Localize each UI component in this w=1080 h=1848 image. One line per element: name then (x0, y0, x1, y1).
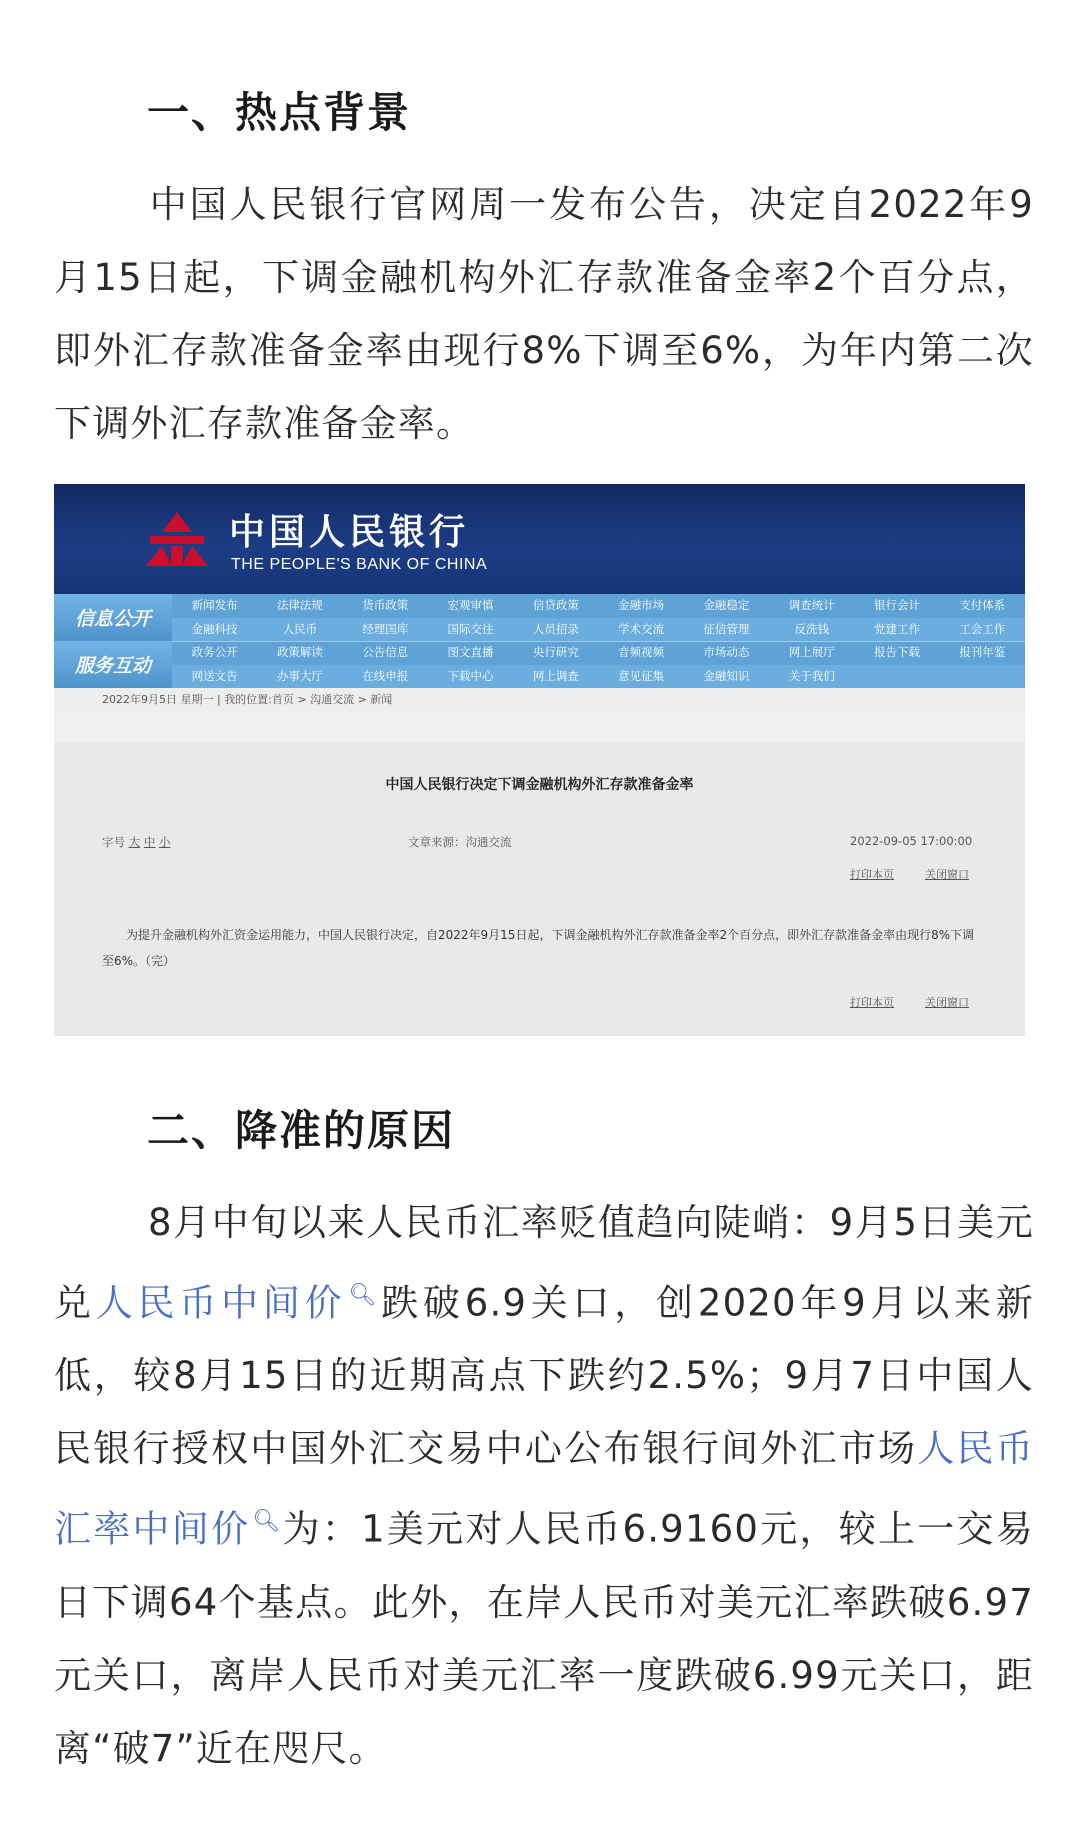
nav-link[interactable]: 网上展厅 (788, 645, 835, 659)
nav-link[interactable]: 反洗钱 (794, 621, 829, 636)
nav-link[interactable]: 金融市场 (618, 598, 665, 612)
nav-link[interactable]: 法律法规 (276, 598, 323, 612)
nav-link[interactable]: 征信管理 (703, 621, 750, 636)
nav-link[interactable]: 图文直播 (447, 645, 494, 659)
section-2-paragraph (54, 1186, 1034, 1785)
font-size-control (102, 834, 170, 850)
site-navigation (54, 594, 1025, 688)
nav-link[interactable]: 国际交往 (447, 621, 494, 636)
nav-row (172, 641, 1025, 666)
article-datetime: 2022-09-05 17:00:00 (850, 834, 973, 848)
nav-link[interactable]: 人民币 (282, 621, 318, 636)
nav-link[interactable]: 学术交流 (618, 621, 665, 636)
bank-name-cn: 中国人民银行 (229, 511, 470, 553)
site-banner (54, 484, 1025, 594)
paragraph-text: 8月中旬以来人民币汇率贬值趋向陡峭：9月5日美元兑 (54, 1201, 1034, 1325)
nav-link[interactable]: 宏观审慎 (447, 598, 494, 612)
nav-link[interactable]: 金融知识 (703, 668, 750, 683)
nav-link[interactable]: 信贷政策 (532, 598, 579, 612)
nav-row (172, 594, 1025, 619)
article-source: 文章来源：沟通交流 (408, 835, 512, 849)
nav-link[interactable]: 银行会计 (874, 598, 921, 612)
nav-link[interactable]: 央行研究 (532, 645, 579, 659)
section-heading-2: 二、降准的原因 (147, 1106, 456, 1155)
nav-link[interactable]: 公告信息 (362, 645, 409, 659)
nav-link[interactable]: 新闻发布 (191, 598, 238, 612)
nav-link[interactable]: 调查统计 (788, 598, 835, 612)
nav-link[interactable]: 支付体系 (959, 598, 1006, 612)
nav-link[interactable]: 网上调查 (532, 668, 579, 683)
nav-link[interactable]: 在线申报 (362, 668, 409, 683)
nav-link[interactable]: 网送文告 (191, 668, 238, 683)
search-icon[interactable]: 🔍︎ (348, 1283, 382, 1308)
nav-link[interactable]: 货币政策 (362, 598, 409, 612)
nav-link[interactable]: 金融科技 (191, 621, 238, 636)
nav-link[interactable]: 政策解读 (276, 645, 323, 659)
paragraph-text: 中国人民银行官网周一发布公告，决定自2022年9月15日起，下调金融机构外汇存款准备金率2个百分点，即外汇存款准备金率由现行8%下调至6%，为年内第二次下调外汇存款准备金率。 (54, 183, 1034, 445)
nav-link[interactable]: 党建工作 (874, 621, 921, 636)
section-1-paragraph (54, 168, 1034, 460)
nav-link[interactable]: 音频视频 (618, 645, 665, 659)
nav-link[interactable]: 金融稳定 (703, 598, 750, 612)
pboc-logo-icon (142, 510, 212, 568)
nav-link[interactable]: 市场动态 (703, 645, 750, 659)
nav-link[interactable]: 经理国库 (362, 621, 409, 636)
nav-link[interactable]: 报告下载 (874, 645, 921, 659)
nav-link[interactable]: 政务公开 (191, 645, 238, 659)
font-size-large[interactable]: 大 (128, 835, 141, 849)
paragraph-text: 跌破6.9关口，创2020年9月以来新低，较8月15日的近期高点下跌约2.5%；9月7日中国人民银行授权中国外汇交易中心公布银行间外汇市场 (54, 1281, 1034, 1471)
nav-link[interactable]: 下载中心 (447, 668, 494, 683)
article-body (102, 922, 978, 974)
article-body-text: 为提升金融机构外汇资金运用能力，中国人民银行决定，自2022年9月15日起，下调金融机构外汇存款准备金率2个百分点，即外汇存款准备金率由现行8%下调至6%。（完） (102, 928, 975, 968)
bank-name-en: THE PEOPLE'S BANK OF CHINA (231, 556, 488, 573)
breadcrumb: 2022年9月5日 星期一 | 我的位置:首页 > 沟通交流 > 新闻 (54, 688, 1025, 712)
font-size-label: 字号 (102, 835, 125, 849)
close-window-link[interactable]: 关闭窗口 (925, 996, 969, 1009)
nav-link[interactable]: 报刊年鉴 (959, 645, 1006, 659)
section-heading-1: 一、热点背景 (147, 88, 412, 137)
print-page-link[interactable]: 打印本页 (850, 868, 894, 881)
nav-link[interactable]: 工会工作 (959, 621, 1006, 636)
paragraph-text: 为：1美元对人民币6.9160元，较上一交易日下调64个基点。此外，在岸人民币对美元汇率跌破6.97元关口，离岸人民币对美元汇率一度跌破6.99元关口，距离“破7”近在咫尺。 (54, 1507, 1035, 1770)
font-size-small[interactable]: 小 (158, 835, 171, 849)
nav-link[interactable]: 关于我们 (788, 668, 835, 683)
search-icon[interactable]: 🔍︎ (252, 1509, 283, 1535)
pboc-website-screenshot (54, 484, 1025, 1036)
nav-link[interactable]: 办事大厅 (276, 668, 323, 683)
nav-link[interactable]: 意见征集 (618, 668, 665, 683)
nav-row (172, 618, 1025, 643)
nav-link[interactable]: 人员招录 (532, 621, 579, 636)
rmb-exchange-rate-parity-link[interactable]: 人民币汇率中间价 (54, 1427, 1034, 1551)
nav-row (172, 665, 1025, 690)
font-size-medium[interactable]: 中 (143, 835, 156, 849)
nav-section-service[interactable]: 服务互动 (54, 641, 172, 688)
article-title: 中国人民银行决定下调金融机构外汇存款准备金率 (385, 777, 694, 793)
rmb-central-parity-link[interactable]: 人民币中间价 (95, 1281, 347, 1325)
print-page-link[interactable]: 打印本页 (850, 996, 894, 1009)
article-panel (54, 742, 1025, 1036)
close-window-link[interactable]: 关闭窗口 (925, 868, 969, 881)
nav-section-info[interactable]: 信息公开 (54, 594, 172, 641)
